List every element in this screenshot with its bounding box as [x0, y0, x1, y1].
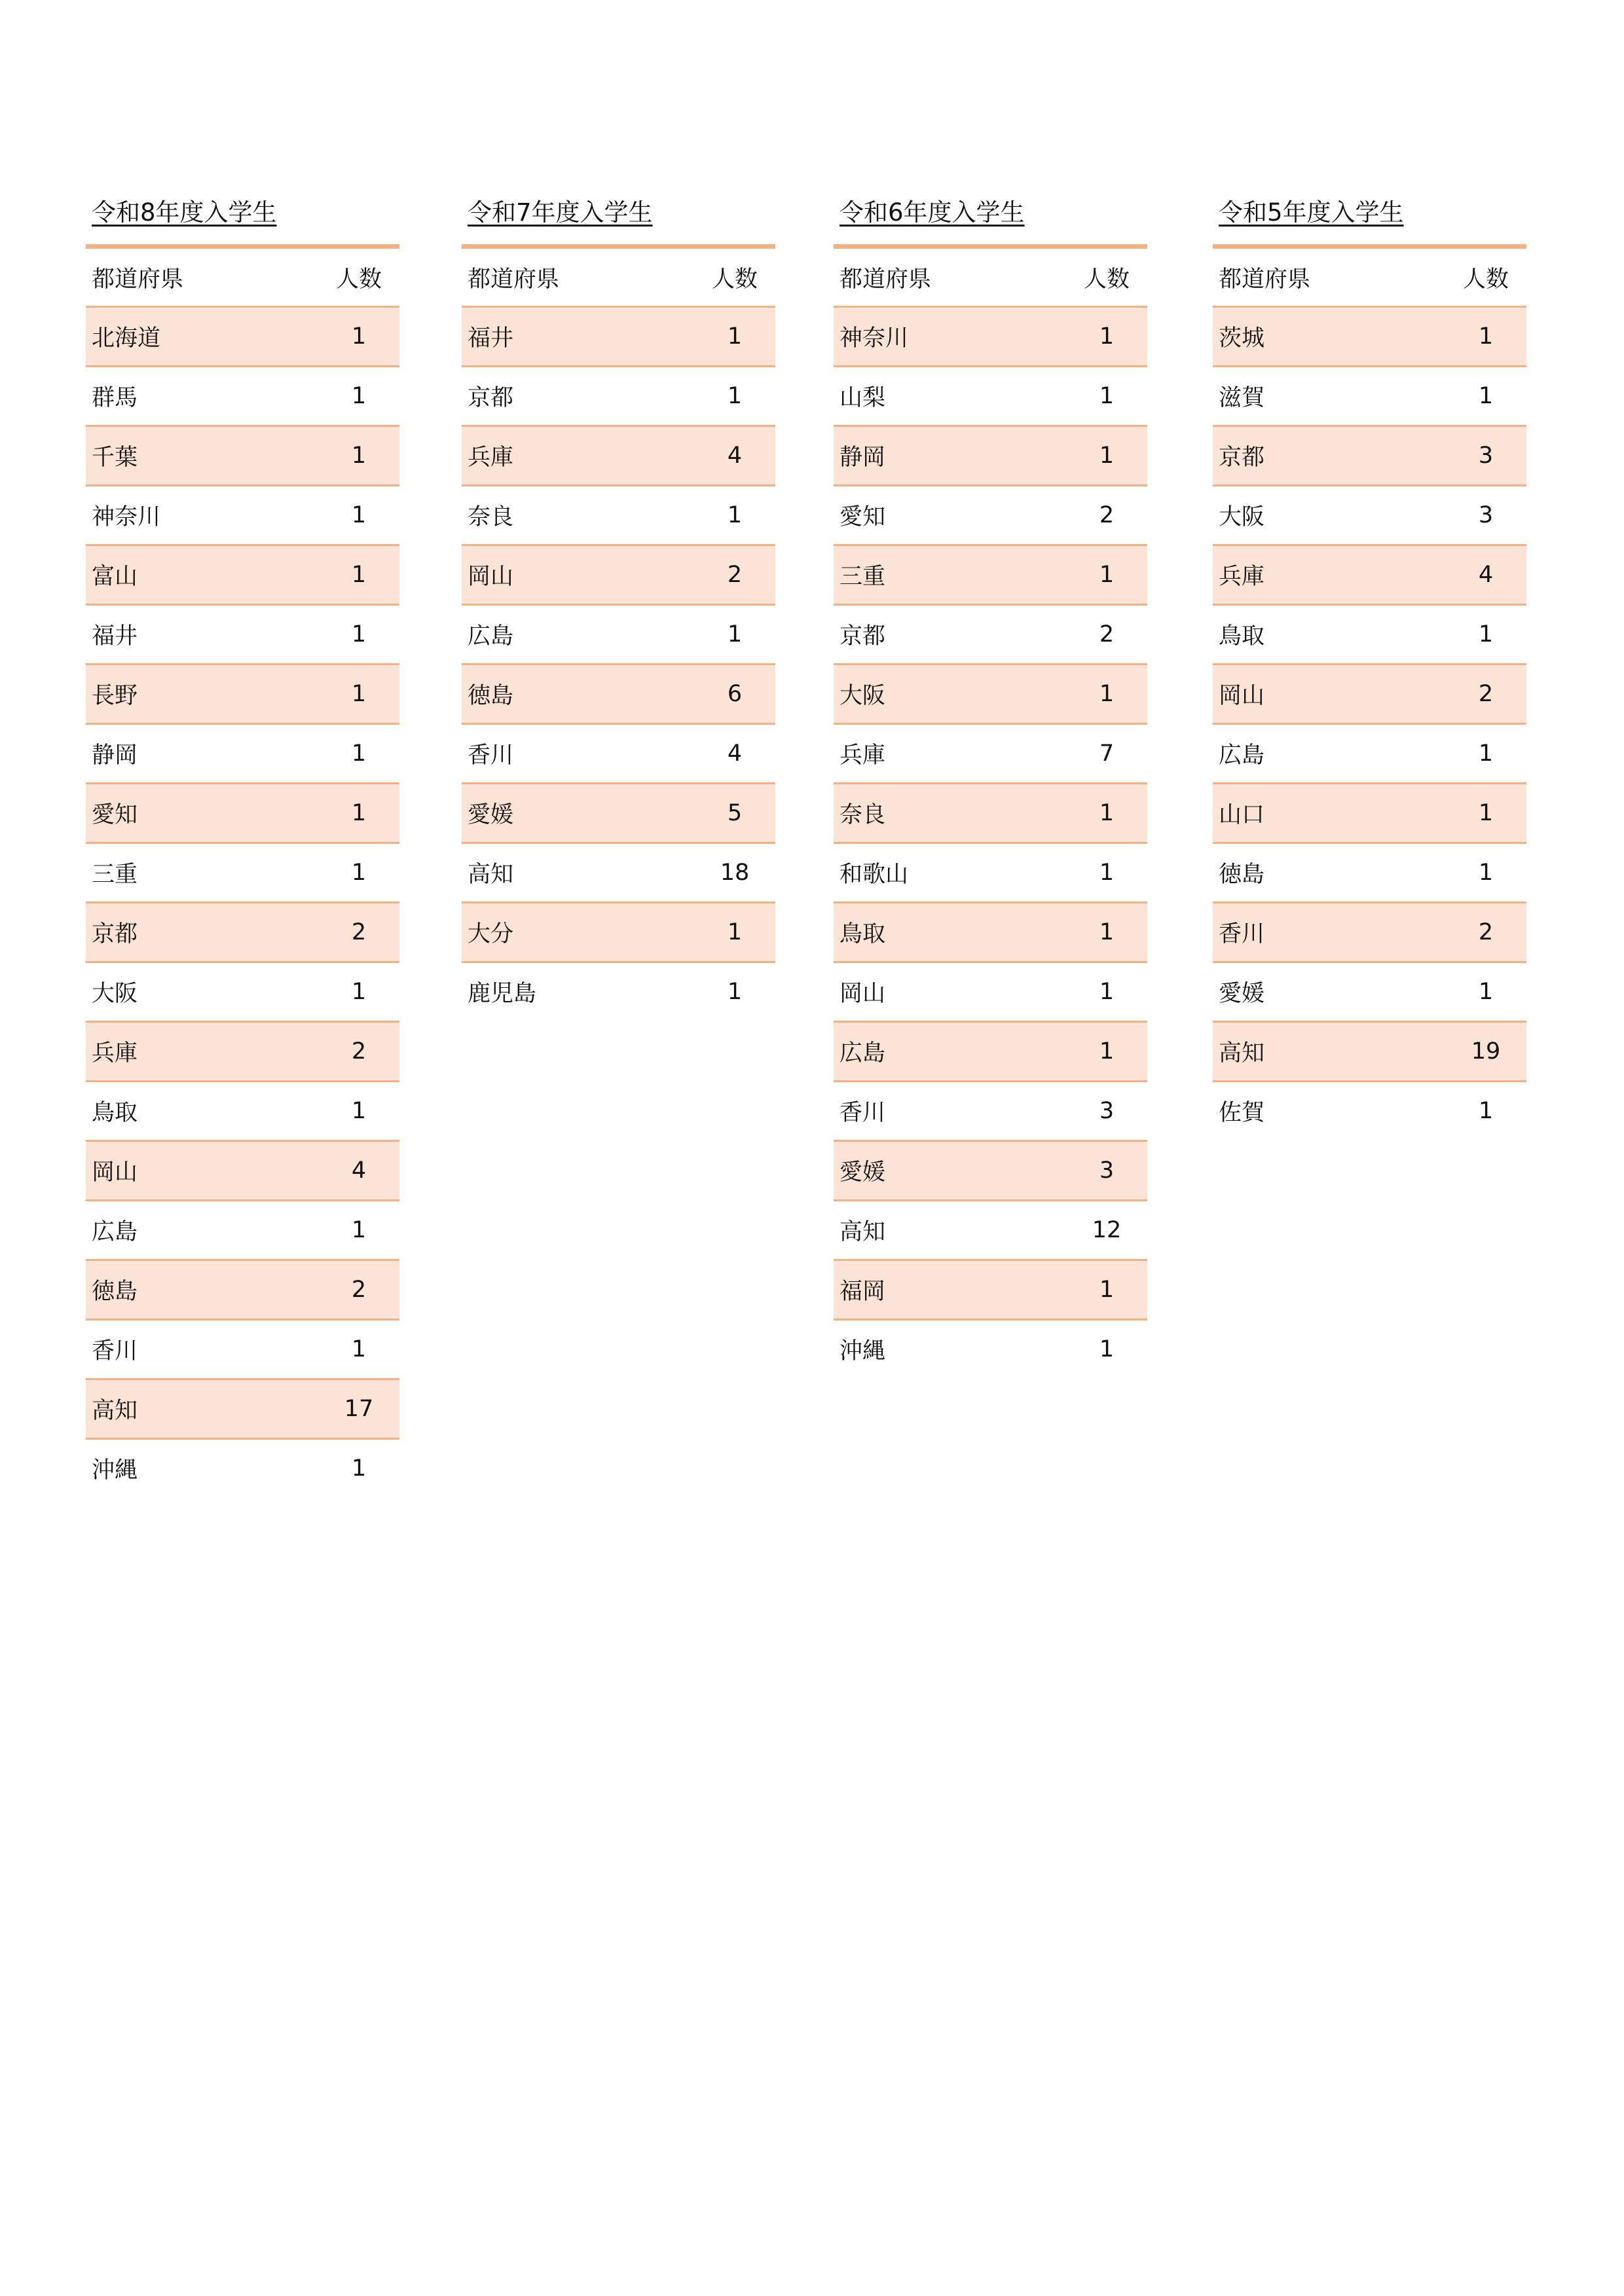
count-cell: 1: [1478, 800, 1494, 826]
table-row: [1213, 665, 1526, 724]
prefecture-cell: 鳥取: [840, 921, 886, 947]
prefecture-cell: 高知: [840, 1219, 886, 1245]
table-row: [1213, 486, 1526, 545]
prefecture-cell: 京都: [1219, 445, 1265, 471]
count-cell: 1: [1099, 919, 1115, 945]
table-header-row: [1213, 247, 1526, 307]
count-cell: 1: [351, 1217, 367, 1243]
prefecture-cell: 滋賀: [1219, 385, 1265, 411]
table-row: [1213, 903, 1526, 962]
count-cell: 1: [351, 1336, 367, 1362]
table-row: [834, 1082, 1147, 1141]
prefecture-cell: 岡山: [468, 564, 514, 590]
column-header-prefecture: 都道府県: [92, 266, 184, 293]
count-cell: 4: [351, 1157, 367, 1184]
table-row: [86, 1379, 399, 1439]
count-cell: 2: [1099, 621, 1115, 647]
table-row: [462, 903, 775, 962]
count-cell: 1: [727, 621, 743, 647]
count-cell: 1: [727, 919, 743, 945]
prefecture-table: [86, 244, 399, 1497]
table-row: [834, 784, 1147, 843]
count-cell: 19: [1471, 1038, 1501, 1065]
table-row: [1213, 1022, 1526, 1082]
table-row: [834, 1201, 1147, 1260]
prefecture-table: [462, 244, 775, 1021]
prefecture-cell: 京都: [92, 921, 138, 947]
table-row: [86, 545, 399, 605]
prefecture-cell: 香川: [92, 1338, 138, 1364]
count-cell: 2: [1099, 502, 1115, 528]
count-cell: 1: [351, 443, 367, 469]
prefecture-cell: 佐賀: [1219, 1100, 1265, 1126]
table-header-row: [86, 247, 399, 307]
table-row: [86, 1320, 399, 1379]
table-row: [86, 784, 399, 843]
table-row: [1213, 962, 1526, 1022]
prefecture-cell: 大阪: [840, 683, 886, 709]
prefecture-cell: 広島: [468, 623, 514, 649]
column-header-count: 人数: [1462, 266, 1509, 293]
column-header-prefecture: 都道府県: [840, 266, 932, 293]
count-cell: 1: [1099, 800, 1115, 826]
prefecture-cell: 三重: [840, 564, 886, 590]
column-header-count: 人数: [335, 266, 382, 293]
count-cell: 2: [1478, 681, 1494, 707]
prefecture-cell: 広島: [92, 1219, 138, 1245]
prefecture-cell: 京都: [840, 623, 886, 649]
count-cell: 1: [351, 681, 367, 707]
prefecture-cell: 富山: [92, 564, 138, 590]
table-row: [834, 367, 1147, 426]
prefecture-cell: 兵庫: [840, 742, 886, 769]
prefecture-cell: 長野: [92, 683, 138, 709]
table-row: [86, 1022, 399, 1082]
prefecture-cell: 和歌山: [840, 862, 909, 888]
table-row: [86, 903, 399, 962]
column-header-count: 人数: [711, 266, 758, 293]
prefecture-cell: 徳島: [1219, 862, 1265, 888]
count-cell: 1: [727, 323, 743, 350]
count-cell: 1: [1099, 383, 1115, 409]
prefecture-cell: 京都: [468, 385, 514, 411]
table-row: [1213, 784, 1526, 843]
table-row: [86, 665, 399, 724]
count-cell: 1: [351, 621, 367, 647]
table-row: [834, 1141, 1147, 1201]
table-row: [86, 426, 399, 486]
count-cell: 1: [1478, 740, 1494, 767]
count-cell: 1: [351, 502, 367, 528]
count-cell: 3: [1099, 1098, 1115, 1124]
table-row: [462, 605, 775, 665]
prefecture-cell: 鳥取: [92, 1100, 138, 1126]
table-row: [1213, 426, 1526, 486]
count-cell: 1: [1099, 323, 1115, 350]
count-cell: 1: [727, 979, 743, 1005]
table-row: [462, 426, 775, 486]
count-cell: 1: [351, 860, 367, 886]
prefecture-cell: 愛知: [840, 504, 886, 530]
prefecture-cell: 岡山: [1219, 683, 1265, 709]
count-cell: 7: [1099, 740, 1115, 767]
prefecture-cell: 香川: [468, 742, 514, 769]
table-row: [462, 545, 775, 605]
prefecture-cell: 徳島: [468, 683, 514, 709]
table-header-row: [462, 247, 775, 307]
count-cell: 1: [351, 562, 367, 588]
table-row: [834, 962, 1147, 1022]
table-row: [834, 426, 1147, 486]
table-row: [1213, 605, 1526, 665]
prefecture-cell: 香川: [840, 1100, 886, 1126]
count-cell: 3: [1099, 1157, 1115, 1184]
count-cell: 1: [1099, 1038, 1115, 1065]
count-cell: 1: [1099, 979, 1115, 1005]
prefecture-cell: 静岡: [92, 742, 138, 769]
prefecture-cell: 兵庫: [92, 1040, 138, 1066]
prefecture-cell: 愛知: [92, 802, 138, 828]
block-title: 令和6年度入学生: [840, 198, 1025, 227]
table-row: [834, 903, 1147, 962]
prefecture-cell: 奈良: [840, 802, 886, 828]
table-row: [462, 843, 775, 903]
table-row: [86, 843, 399, 903]
table-row: [86, 1439, 399, 1498]
table-row: [834, 545, 1147, 605]
count-cell: 1: [1478, 621, 1494, 647]
prefecture-cell: 鹿児島: [468, 981, 537, 1007]
table-row: [86, 605, 399, 665]
count-cell: 2: [727, 562, 743, 588]
prefecture-cell: 徳島: [92, 1279, 138, 1305]
count-cell: 4: [1478, 562, 1494, 588]
count-cell: 1: [1099, 681, 1115, 707]
prefecture-cell: 高知: [1219, 1040, 1265, 1066]
table-row: [834, 486, 1147, 545]
table-row: [462, 307, 775, 367]
table-row: [86, 486, 399, 545]
count-cell: 12: [1092, 1217, 1122, 1243]
table-row: [834, 307, 1147, 367]
count-cell: 2: [351, 1038, 367, 1065]
count-cell: 1: [1478, 860, 1494, 886]
prefecture-cell: 神奈川: [92, 504, 161, 530]
prefecture-cell: 静岡: [840, 445, 886, 471]
table-row: [834, 605, 1147, 665]
prefecture-cell: 北海道: [92, 325, 161, 352]
count-cell: 6: [727, 681, 743, 707]
table-row: [86, 367, 399, 426]
prefecture-cell: 兵庫: [468, 445, 514, 471]
prefecture-cell: 神奈川: [840, 325, 909, 352]
prefecture-cell: 大阪: [92, 981, 138, 1007]
table-row: [1213, 545, 1526, 605]
table-row: [1213, 367, 1526, 426]
count-cell: 3: [1478, 502, 1494, 528]
prefecture-cell: 岡山: [840, 981, 886, 1007]
table-row: [462, 784, 775, 843]
count-cell: 1: [1478, 979, 1494, 1005]
table-row: [462, 367, 775, 426]
prefecture-cell: 高知: [92, 1398, 138, 1424]
prefecture-cell: 群馬: [92, 385, 138, 411]
table-row: [834, 1260, 1147, 1320]
block-title: 令和7年度入学生: [468, 198, 653, 227]
count-cell: 17: [344, 1396, 374, 1422]
count-cell: 3: [1478, 443, 1494, 469]
count-cell: 1: [727, 502, 743, 528]
table-row: [834, 724, 1147, 784]
prefecture-cell: 福岡: [840, 1279, 886, 1305]
prefecture-cell: 奈良: [468, 504, 514, 530]
count-cell: 4: [727, 443, 743, 469]
prefecture-cell: 山梨: [840, 385, 886, 411]
count-cell: 1: [351, 1455, 367, 1482]
count-cell: 1: [1099, 1277, 1115, 1303]
prefecture-cell: 兵庫: [1219, 564, 1265, 590]
count-cell: 1: [351, 979, 367, 1005]
table-row: [86, 307, 399, 367]
table-row: [834, 1022, 1147, 1082]
table-row: [1213, 724, 1526, 784]
table-row: [462, 486, 775, 545]
table-row: [462, 724, 775, 784]
prefecture-cell: 岡山: [92, 1159, 138, 1186]
count-cell: 1: [1099, 860, 1115, 886]
prefecture-table: [1213, 244, 1526, 1140]
prefecture-cell: 愛媛: [1219, 981, 1265, 1007]
table-row: [462, 962, 775, 1021]
column-header-prefecture: 都道府県: [468, 266, 560, 293]
block-title: 令和5年度入学生: [1219, 198, 1404, 227]
block-title: 令和8年度入学生: [92, 198, 277, 227]
count-cell: 5: [727, 800, 743, 826]
count-cell: 1: [351, 1098, 367, 1124]
prefecture-cell: 大分: [468, 921, 514, 947]
prefecture-cell: 千葉: [92, 445, 138, 471]
count-cell: 1: [1478, 1098, 1494, 1124]
count-cell: 1: [1099, 562, 1115, 588]
table-row: [834, 1320, 1147, 1379]
prefecture-cell: 山口: [1219, 802, 1265, 828]
table-row: [1213, 843, 1526, 903]
prefecture-table: [834, 244, 1147, 1378]
prefecture-cell: 沖縄: [840, 1338, 886, 1364]
count-cell: 1: [1478, 323, 1494, 350]
prefecture-cell: 愛媛: [468, 802, 514, 828]
count-cell: 1: [1478, 383, 1494, 409]
prefecture-cell: 大阪: [1219, 504, 1265, 530]
table-row: [462, 665, 775, 724]
prefecture-cell: 福井: [468, 325, 514, 352]
count-cell: 1: [351, 383, 367, 409]
prefecture-cell: 福井: [92, 623, 138, 649]
table-row: [834, 665, 1147, 724]
prefecture-cell: 沖縄: [92, 1457, 138, 1484]
prefecture-cell: 鳥取: [1219, 623, 1265, 649]
table-row: [1213, 1082, 1526, 1140]
count-cell: 1: [351, 323, 367, 350]
prefecture-cell: 三重: [92, 862, 138, 888]
table-row: [86, 724, 399, 784]
count-cell: 2: [351, 1277, 367, 1303]
prefecture-cell: 香川: [1219, 921, 1265, 947]
column-header-prefecture: 都道府県: [1219, 266, 1311, 293]
table-row: [86, 1082, 399, 1141]
prefecture-cell: 高知: [468, 862, 514, 888]
table-row: [834, 843, 1147, 903]
table-row: [86, 1260, 399, 1320]
column-header-count: 人数: [1083, 266, 1130, 293]
prefecture-cell: 茨城: [1219, 325, 1265, 352]
count-cell: 1: [1099, 1336, 1115, 1362]
prefecture-cell: 愛媛: [840, 1159, 886, 1186]
count-cell: 18: [720, 860, 750, 886]
prefecture-cell: 広島: [1219, 742, 1265, 769]
count-cell: 4: [727, 740, 743, 767]
table-row: [86, 1201, 399, 1260]
count-cell: 1: [351, 800, 367, 826]
count-cell: 2: [1478, 919, 1494, 945]
table-row: [86, 1141, 399, 1201]
count-cell: 1: [1099, 443, 1115, 469]
table-row: [86, 962, 399, 1022]
prefecture-cell: 広島: [840, 1040, 886, 1066]
table-header-row: [834, 247, 1147, 307]
count-cell: 2: [351, 919, 367, 945]
count-cell: 1: [351, 740, 367, 767]
count-cell: 1: [727, 383, 743, 409]
table-row: [1213, 307, 1526, 367]
